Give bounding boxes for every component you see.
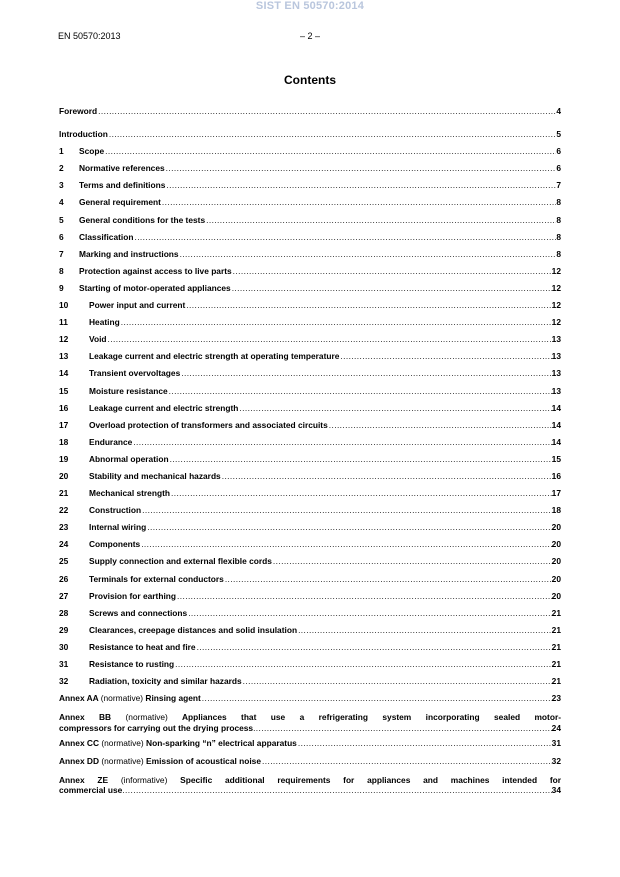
leader-dots: [188, 608, 551, 618]
toc-annex-aa[interactable]: [59, 693, 561, 710]
toc-entry-title: Scope: [79, 146, 105, 157]
leader-dots: [239, 403, 551, 413]
toc-entry-title: Terminals for external conductors: [89, 573, 224, 584]
toc-entry-page: 21: [551, 607, 561, 618]
leader-dots: [222, 471, 552, 481]
toc-entry-title: Construction: [89, 505, 142, 516]
toc-entry-title: Leakage current and electric strength: [89, 402, 239, 413]
annex-type: (normative): [100, 693, 144, 704]
leader-dots: [105, 146, 556, 156]
toc-entry-page: 7: [556, 180, 561, 191]
toc-entry-page: 21: [551, 624, 561, 635]
annex-label: Annex AA: [59, 693, 99, 704]
toc-entry[interactable]: [59, 146, 561, 163]
toc-entry-number: 8: [59, 265, 64, 276]
toc-entry-title: Marking and instructions: [79, 248, 179, 259]
toc-entry-title: Foreword: [59, 106, 98, 116]
toc-entry-title: Internal wiring: [89, 522, 147, 533]
toc-entry[interactable]: [59, 437, 561, 454]
toc-entry-page: 12: [551, 300, 561, 311]
toc-entry-page: 20: [551, 556, 561, 567]
leader-dots: [298, 625, 552, 635]
toc-entry-title: Leakage current and electric strength at operating temperature: [89, 351, 340, 362]
leader-dots: [98, 106, 556, 116]
leader-dots: [329, 420, 552, 430]
leader-dots: [166, 180, 556, 190]
toc-entry-page: 16: [551, 470, 561, 481]
toc-entry-number: 3: [59, 180, 64, 191]
toc-entry[interactable]: [59, 368, 561, 385]
toc-entry-number: 11: [59, 317, 68, 328]
toc-entry[interactable]: [59, 283, 561, 300]
toc-entry[interactable]: [59, 556, 561, 573]
leader-dots: [169, 386, 552, 396]
annex-type: (normative): [101, 738, 144, 749]
toc-entry-title: Protection against access to live parts: [79, 265, 232, 276]
toc-entry[interactable]: [59, 488, 561, 505]
toc-entry-number: 26: [59, 573, 69, 584]
toc-entry-number: 17: [59, 419, 69, 430]
toc-entry[interactable]: [59, 625, 561, 642]
toc-entry[interactable]: [59, 591, 561, 608]
toc-entry-title: General conditions for the tests: [79, 214, 206, 225]
leader-dots: [133, 437, 551, 447]
annex-type: (normative): [101, 755, 144, 766]
toc-annex-bb[interactable]: [59, 712, 561, 733]
annex-label: Annex BB: [59, 712, 112, 723]
leader-dots: [232, 283, 552, 293]
toc-entry-page: 13: [551, 351, 561, 362]
toc-entry[interactable]: [59, 539, 561, 556]
toc-entry[interactable]: [59, 676, 561, 693]
annex-title-line1: Specific additional requirements for appliances and machines intended for: [180, 774, 561, 785]
annex-title-line1: Appliances that use a refrigerating system incorporating sealed motor-: [181, 712, 562, 723]
toc-entry-number: 19: [59, 453, 69, 464]
toc-entry-page: 13: [551, 334, 561, 345]
toc-entry-number: 1: [59, 146, 64, 157]
annex-type: (normative): [125, 712, 168, 723]
toc-entry-page: 8: [556, 214, 561, 225]
document-id: EN 50570:2013: [58, 31, 121, 41]
annex-title-line2: compressors for carrying out the drying process: [59, 722, 254, 733]
toc-entry-title: Resistance to rusting: [89, 659, 175, 669]
toc-entry[interactable]: [59, 232, 561, 249]
toc-entry-number: 2: [59, 163, 64, 174]
leader-dots: [186, 300, 551, 310]
toc-entry-number: 6: [59, 231, 64, 242]
leader-dots: [171, 488, 552, 498]
toc-entry[interactable]: [59, 351, 561, 368]
toc-entry-title: Starting of motor-operated appliances: [79, 282, 231, 293]
annex-title: Non-sparking “n” electrical apparatus: [146, 738, 297, 749]
annex-page: 23: [551, 693, 561, 704]
page-number: – 2 –: [299, 31, 321, 41]
toc-entry-number: 29: [59, 624, 69, 635]
toc-entry-number: 22: [59, 505, 69, 516]
toc-annex-dd[interactable]: [59, 756, 561, 773]
leader-dots: [170, 454, 552, 464]
toc-entry-page: 21: [551, 641, 561, 652]
toc-entry-number: 14: [59, 368, 69, 379]
leader-dots: [225, 574, 552, 584]
toc-entry[interactable]: [59, 249, 561, 266]
toc-entry-title: General requirement: [79, 197, 161, 208]
leader-dots: [340, 351, 551, 361]
toc-entry[interactable]: [59, 215, 561, 232]
annex-label: Annex DD: [59, 755, 100, 766]
toc-entry-number: 21: [59, 488, 69, 499]
toc-entry-title: Clearances, creepage distances and solid insulation: [89, 624, 298, 635]
page-title: Contents: [284, 73, 336, 87]
toc-entry-number: 5: [59, 214, 64, 225]
toc-entry-number: 4: [59, 197, 64, 208]
toc-entry[interactable]: [59, 163, 561, 180]
toc-entry-title: Moisture resistance: [89, 385, 168, 396]
leader-dots: [134, 232, 556, 242]
toc-entry-page: 8: [556, 197, 561, 208]
annex-type: (informative): [120, 774, 168, 785]
toc-entry-page: 8: [556, 248, 561, 259]
leader-dots: [262, 756, 552, 766]
toc-entry[interactable]: [59, 300, 561, 317]
toc-entry-page: 5: [556, 129, 561, 140]
toc-entry-number: 23: [59, 522, 69, 533]
toc-entry[interactable]: [59, 574, 561, 591]
toc-entry-number: 20: [59, 470, 69, 481]
toc-entry-page: 13: [551, 368, 561, 379]
leader-dots: [243, 676, 552, 686]
toc-entry[interactable]: [59, 334, 561, 351]
toc-entry-page: 6: [556, 163, 561, 174]
toc-entry-title: Components: [89, 539, 141, 550]
toc-entry-page: 20: [551, 573, 561, 584]
leader-dots: [197, 642, 552, 652]
leader-dots: [177, 591, 552, 601]
toc-entry-page: 13: [551, 385, 561, 396]
watermark: SIST EN 50570:2014: [255, 0, 365, 12]
leader-dots: [142, 505, 552, 515]
leader-dots: [147, 522, 551, 532]
toc-entry[interactable]: [59, 180, 561, 197]
toc-entry-page: 21: [551, 676, 561, 687]
toc-entry[interactable]: [59, 317, 561, 334]
toc-entry-title: Classification: [79, 231, 134, 242]
leader-dots: [206, 215, 556, 225]
toc-entry-number: 28: [59, 607, 69, 618]
toc-entry-title: Overload protection of transformers and associated circuits: [89, 419, 328, 430]
toc-entry-page: 15: [551, 453, 561, 464]
leader-dots: [175, 659, 552, 669]
toc-entry-number: 25: [59, 556, 69, 567]
toc-entry-page: 21: [551, 659, 561, 669]
toc-entry[interactable]: [59, 266, 561, 283]
toc-entry-number: 30: [59, 641, 69, 652]
leader-dots: [109, 129, 556, 139]
toc-entry-title: Endurance: [89, 436, 133, 447]
toc-entry-title: Introduction: [59, 129, 108, 140]
annex-page: 32: [551, 755, 561, 766]
toc-entry-number: 32: [59, 676, 69, 687]
leader-dots: [202, 693, 552, 703]
annex-page: 34: [551, 785, 561, 796]
toc-entry[interactable]: [59, 608, 561, 625]
toc-entry-number: 27: [59, 590, 69, 601]
leader-dots: [273, 556, 552, 566]
annex-title: Emission of acoustical noise: [146, 755, 262, 766]
toc-entry-page: 14: [551, 402, 561, 413]
toc-entry-page: 12: [551, 282, 561, 293]
toc-entry-page: 20: [551, 539, 561, 550]
leader-dots: [108, 334, 552, 344]
toc-entry-number: 24: [59, 539, 69, 550]
toc-entry[interactable]: [59, 522, 561, 539]
toc-entry[interactable]: [59, 197, 561, 214]
leader-dots: [162, 197, 556, 207]
toc-entry-title: Supply connection and external flexible cords: [89, 556, 272, 567]
toc-entry-number: 12: [59, 334, 69, 345]
toc-entry[interactable]: [59, 471, 561, 488]
toc-entry[interactable]: [59, 505, 561, 522]
toc-entry-title: Heating: [89, 317, 120, 328]
toc-entry-title: Radiation, toxicity and similar hazards: [89, 676, 242, 687]
toc-annex-cc[interactable]: [59, 738, 561, 755]
toc-entry-number: 7: [59, 248, 64, 259]
toc-entry-title: Terms and definitions: [79, 180, 166, 191]
leader-dots: [253, 723, 552, 734]
annex-label: Annex CC: [59, 738, 100, 749]
annex-title-line2: commercial use: [59, 785, 123, 796]
toc-entry-page: 14: [551, 436, 561, 447]
toc-entry-title: Power input and current: [89, 300, 186, 311]
toc-entry-number: 10: [59, 300, 69, 311]
leader-dots: [180, 249, 557, 259]
toc-entry[interactable]: [59, 106, 561, 123]
leader-dots: [122, 785, 551, 796]
toc-entry-title: Normative references: [79, 163, 165, 174]
toc-annex-ze[interactable]: [59, 775, 561, 796]
annex-page: 31: [551, 738, 561, 749]
toc-entry-page: 20: [551, 590, 561, 601]
leader-dots: [141, 539, 551, 549]
toc-entry-number: 9: [59, 282, 64, 293]
toc-entry[interactable]: [59, 454, 561, 471]
toc-entry-page: 18: [551, 505, 561, 516]
toc-entry-page: 17: [551, 488, 561, 499]
toc-entry-title: Stability and mechanical hazards: [89, 470, 221, 481]
annex-title: Rinsing agent: [145, 693, 201, 704]
toc-entry-title: Resistance to heat and fire: [89, 641, 196, 652]
toc-entry-number: 15: [59, 385, 69, 396]
toc-entry-title: Provision for earthing: [89, 590, 177, 601]
toc-entry-title: Screws and connections: [89, 607, 188, 618]
toc-entry-page: 6: [556, 146, 561, 157]
toc-entry-page: 20: [551, 522, 561, 533]
toc-entry[interactable]: [59, 642, 561, 659]
leader-dots: [233, 266, 552, 276]
toc-entry[interactable]: [59, 129, 561, 146]
toc-entry-title: Mechanical strength: [89, 488, 170, 499]
toc-entries: [59, 106, 561, 693]
toc-entry-title: Void: [89, 334, 107, 345]
toc-entry-number: 18: [59, 436, 69, 447]
toc-entry[interactable]: [59, 420, 561, 437]
annex-page: 24: [551, 722, 561, 733]
toc-entry-number: 13: [59, 351, 69, 362]
annex-label: Annex ZE: [59, 774, 109, 785]
toc-entry[interactable]: [59, 386, 561, 403]
toc-entry-number: 16: [59, 402, 69, 413]
toc-entry-page: 4: [556, 106, 561, 116]
toc-entry[interactable]: [59, 403, 561, 420]
toc-entry-page: 12: [551, 265, 561, 276]
leader-dots: [181, 368, 551, 378]
leader-dots: [298, 738, 552, 748]
toc-entry-title: Transient overvoltages: [89, 368, 181, 379]
toc-entry-page: 14: [551, 419, 561, 430]
leader-dots: [166, 163, 557, 173]
table-of-contents: [59, 106, 561, 796]
toc-entry-page: 12: [551, 317, 561, 328]
toc-entry-number: 31: [59, 659, 69, 669]
leader-dots: [121, 317, 552, 327]
toc-entry-page: 8: [556, 231, 561, 242]
toc-entry[interactable]: [59, 659, 561, 676]
toc-entry-title: Abnormal operation: [89, 453, 169, 464]
